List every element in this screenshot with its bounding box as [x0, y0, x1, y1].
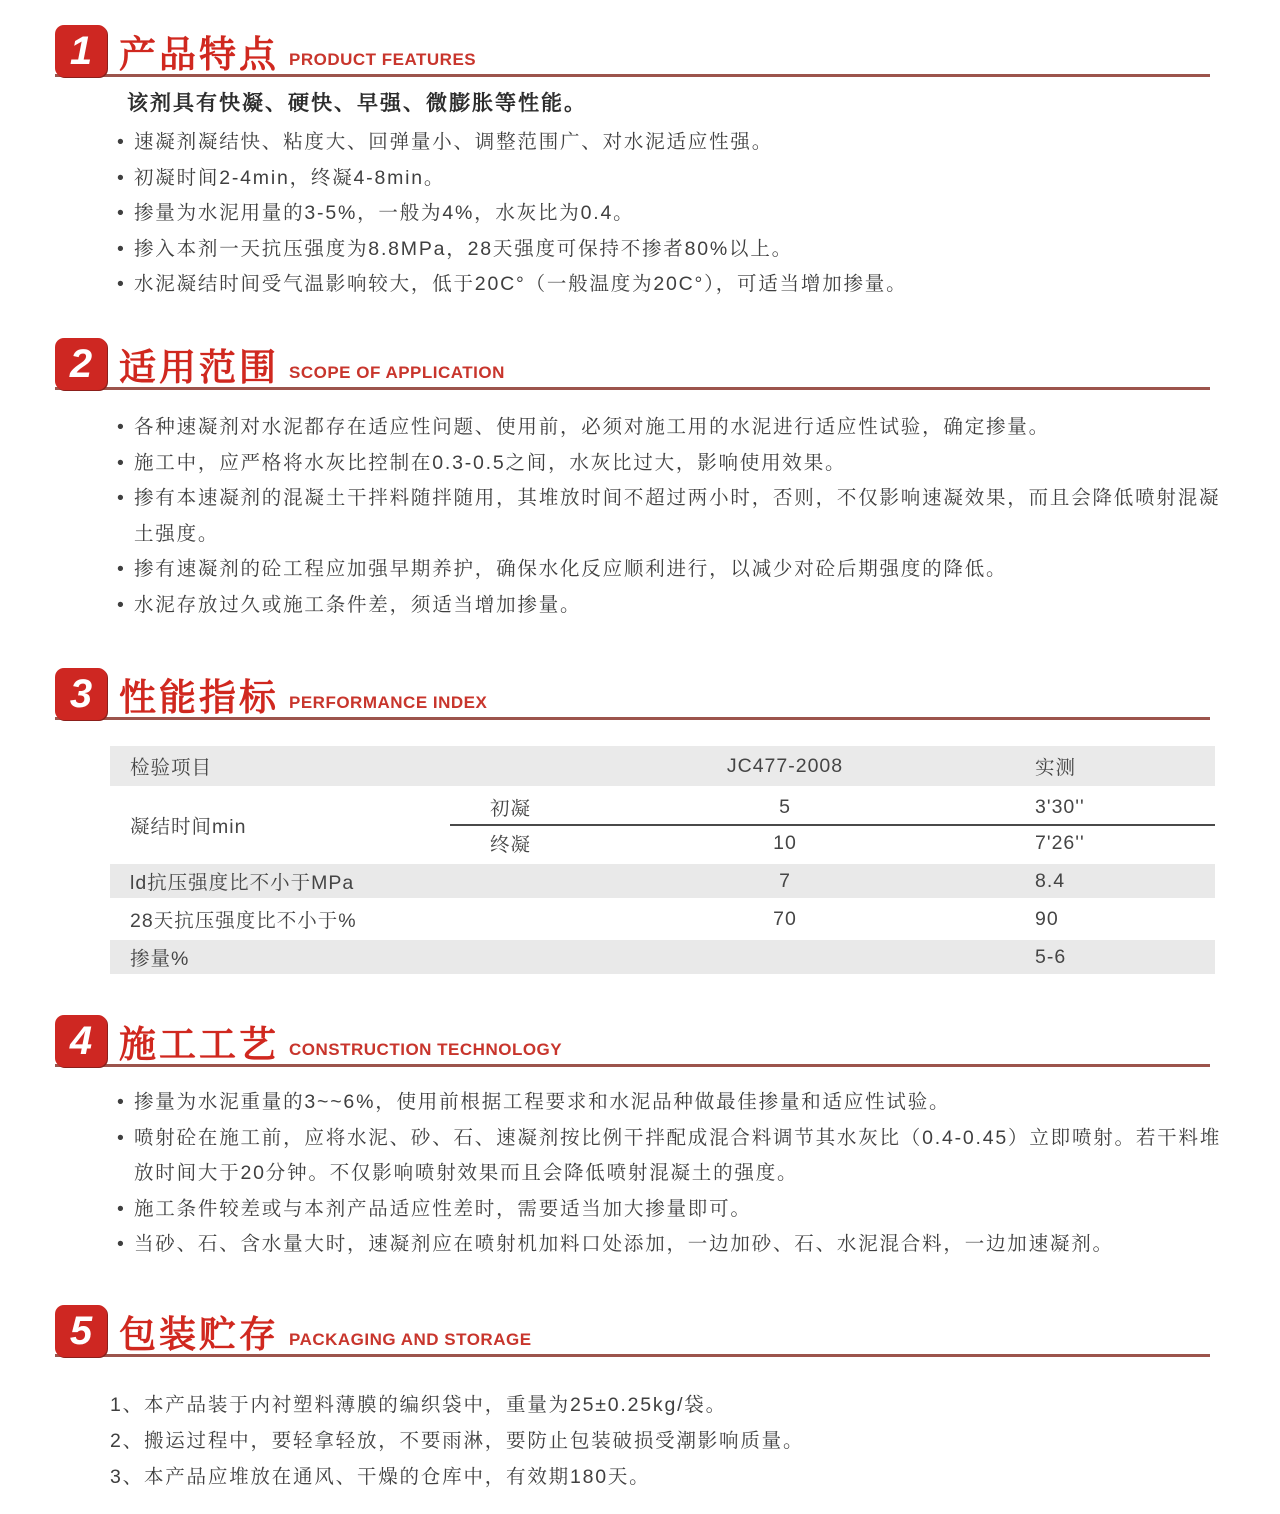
bullet-item: • 施工条件较差或与本剂产品适应性差时，需要适当加大掺量即可。: [115, 1192, 1225, 1228]
cell-measured: 7'26'': [1035, 831, 1085, 854]
section-title-zh: 包装贮存: [119, 1314, 279, 1355]
bullet-item: • 速凝剂凝结快、粘度大、回弹量小、调整范围广、对水泥适应性强。: [115, 125, 1225, 161]
table-header-row: [110, 746, 1215, 786]
table-header-item: 检验项目: [130, 757, 213, 779]
section-title-en: PACKAGING AND STORAGE: [289, 1330, 532, 1349]
table-row-dosage: [110, 940, 1215, 974]
section-number-badge: 4: [55, 1015, 107, 1067]
table-row-initial-set: [450, 790, 1215, 824]
bullet-item: • 掺量为水泥重量的3~~6%，使用前根据工程要求和水泥品种做最佳掺量和适应性试验。: [115, 1085, 1225, 1121]
cell-item: 掺量%: [130, 948, 190, 970]
section-number-badge: 5: [55, 1305, 107, 1357]
cell-item: 28天抗压强度比不小于%: [130, 910, 357, 932]
table-row-setting-time: [110, 790, 1215, 860]
cell-measured: 5-6: [1035, 945, 1067, 968]
table-row-28d-strength: [110, 902, 1215, 936]
section-number-badge: 2: [55, 338, 107, 390]
cell-measured: 8.4: [1035, 869, 1066, 892]
section-title-zh: 适用范围: [119, 347, 279, 388]
bullet-item: • 掺有本速凝剂的混凝土干拌料随拌随用，其堆放时间不超过两小时，否则，不仅影响速凝效果，而且会降低喷射混凝土强度。: [115, 481, 1225, 552]
section-title-zh: 性能指标: [119, 677, 279, 718]
section-header: [55, 1305, 1210, 1357]
cell-measured: 3'30'': [1035, 795, 1085, 818]
cell-item: ld抗压强度比不小于MPa: [130, 872, 355, 894]
features-intro: 该剂具有快凝、硬快、早强、微膨胀等性能。: [127, 92, 587, 115]
section-packaging-storage: [0, 1305, 1280, 1495]
bullet-item: • 当砂、石、含水量大时，速凝剂应在喷射机加料口处添加，一边加砂、石、水泥混合料，一边加速凝剂。: [115, 1227, 1225, 1263]
section-title-en: SCOPE OF APPLICATION: [289, 363, 505, 382]
section-performance-index: [0, 668, 1280, 974]
cell-standard: 10: [773, 831, 797, 854]
table-header-standard: JC477-2008: [726, 754, 844, 777]
bullet-item: • 掺入本剂一天抗压强度为8.8MPa，28天强度可保持不掺者80%以上。: [115, 232, 1225, 268]
numbered-item: 3、本产品应堆放在通风、干燥的仓库中，有效期180天。: [110, 1466, 651, 1488]
bullet-item: • 水泥凝结时间受气温影响较大，低于20C°（一般温度为20C°），可适当增加掺量。: [115, 267, 1225, 303]
section-number-badge: 3: [55, 668, 107, 720]
section-header: [55, 338, 1210, 390]
section-construction-technology: [0, 1015, 1280, 1263]
construction-bullet-list: [115, 1085, 1225, 1263]
bullet-item: • 施工中，应严格将水灰比控制在0.3-0.5之间，水灰比过大，影响使用效果。: [115, 446, 1225, 482]
section-title-zh: 施工工艺: [119, 1024, 279, 1065]
cell-sub: 初凝: [490, 798, 532, 820]
table-row-1d-strength: [110, 864, 1215, 898]
bullet-item: • 水泥存放过久或施工条件差，须适当增加掺量。: [115, 588, 1225, 624]
packaging-numbered-list: [110, 1387, 1220, 1495]
cell-standard: 5: [779, 795, 791, 818]
section-title-en: PERFORMANCE INDEX: [289, 693, 488, 712]
scope-bullet-list: [115, 410, 1225, 623]
bullet-item: • 掺量为水泥用量的3-5%，一般为4%，水灰比为0.4。: [115, 196, 1225, 232]
table-row-final-set: [450, 826, 1215, 860]
numbered-item: 1、本产品装于内衬塑料薄膜的编织袋中，重量为25±0.25kg/袋。: [110, 1394, 727, 1416]
setting-time-subrows: [450, 790, 1215, 860]
cell-measured: 90: [1035, 907, 1059, 930]
section-title-en: PRODUCT FEATURES: [289, 50, 477, 69]
performance-table: [110, 746, 1215, 974]
setting-time-label: 凝结时间min: [130, 816, 247, 838]
section-number-badge: 1: [55, 25, 107, 77]
section-product-features: [0, 25, 1280, 303]
bullet-item: • 初凝时间2-4min，终凝4-8min。: [115, 161, 1225, 197]
cell-standard: 7: [779, 869, 791, 892]
bullet-item: • 各种速凝剂对水泥都存在适应性问题、使用前，必须对施工用的水泥进行适应性试验，确定掺量。: [115, 410, 1225, 446]
cell-standard: 70: [773, 907, 797, 930]
section-header: [55, 1015, 1210, 1067]
features-bullet-list: [115, 125, 1225, 303]
bullet-item: • 喷射砼在施工前，应将水泥、砂、石、速凝剂按比例干拌配成混合料调节其水灰比（0.4-0.45）立即喷射。若干料堆放时间大于20分钟。不仅影响喷射效果而且会降低喷射混凝土的强度。: [115, 1121, 1225, 1192]
table-header-measured: 实测: [1035, 757, 1077, 779]
bullet-item: • 掺有速凝剂的砼工程应加强早期养护，确保水化反应顺利进行，以减少对砼后期强度的降低。: [115, 552, 1225, 588]
section-title-en: CONSTRUCTION TECHNOLOGY: [289, 1040, 563, 1059]
section-title-zh: 产品特点: [119, 34, 279, 75]
numbered-item: 2、搬运过程中，要轻拿轻放，不要雨淋，要防止包装破损受潮影响质量。: [110, 1430, 805, 1452]
cell-sub: 终凝: [490, 834, 532, 856]
section-header: [55, 668, 1210, 720]
section-header: [55, 25, 1210, 77]
section-scope-of-application: [0, 338, 1280, 623]
